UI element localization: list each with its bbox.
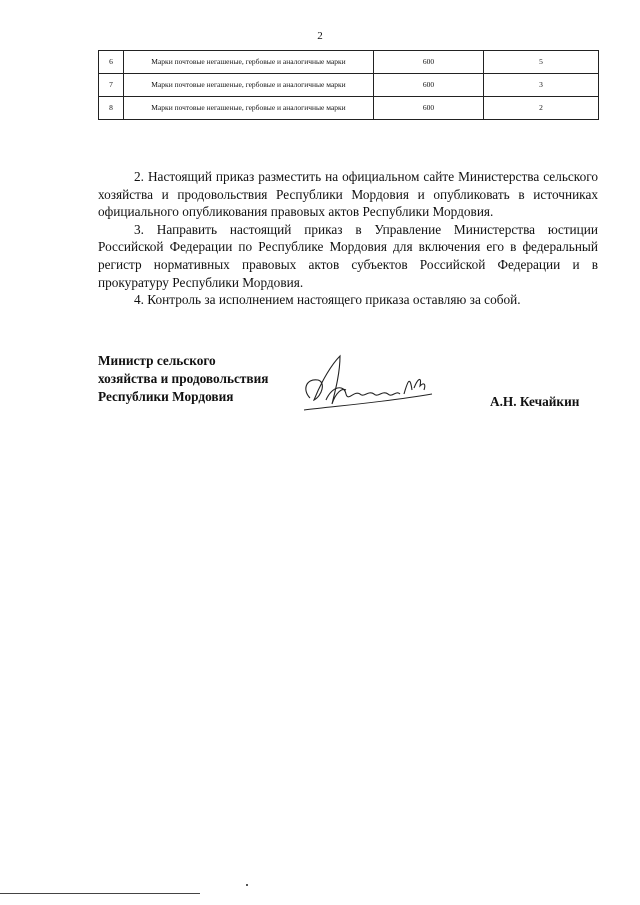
item-name-cell: Марки почтовые негашеные, гербовые и аналогичные марки: [124, 51, 374, 74]
price-cell: 600: [374, 74, 484, 97]
table-row: [99, 97, 599, 120]
handwritten-signature: [296, 350, 436, 420]
paragraph-send-ministry-justice: 3. Направить настоящий приказ в Управление Министерства юстиции Российской Федерации по Республике Мордовия для включения его в федеральный регистр нормативных правовых актов субъектов Российской Федерации и в прокуратуру Республики Мордовия.: [98, 221, 598, 290]
page-number: 2: [317, 30, 323, 42]
signatory-title-line: хозяйства и продовольствия: [98, 371, 269, 386]
order-body: [98, 168, 598, 309]
scan-speck: [246, 884, 248, 886]
price-cell: 600: [374, 51, 484, 74]
price-cell: 600: [374, 97, 484, 120]
quantity-cell: 2: [484, 97, 599, 120]
item-name-cell: Марки почтовые негашеные, гербовые и аналогичные марки: [124, 74, 374, 97]
row-number-cell: 7: [99, 74, 124, 97]
signatory-title: [98, 352, 268, 406]
signatory-title-line: Министр сельского: [98, 353, 216, 368]
items-table: [98, 50, 599, 120]
table-row: [99, 74, 599, 97]
signatory-title-line: Республики Мордовия: [98, 389, 234, 404]
item-name-cell: Марки почтовые негашеные, гербовые и аналогичные марки: [124, 97, 374, 120]
quantity-cell: 5: [484, 51, 599, 74]
row-number-cell: 8: [99, 97, 124, 120]
table-row: [99, 51, 599, 74]
footer-divider: [0, 893, 200, 894]
quantity-cell: 3: [484, 74, 599, 97]
paragraph-control: 4. Контроль за исполнением настоящего приказа оставляю за собой.: [134, 292, 521, 308]
signatory-name: А.Н. Кечайкин: [490, 394, 580, 409]
paragraph-publish: 2. Настоящий приказ разместить на официальном сайте Министерства сельского хозяйства и продовольствия Республики Мордовия и опубликовать в источниках официального опубликования правовых актов Республики Мордовия.: [98, 169, 598, 220]
row-number-cell: 6: [99, 51, 124, 74]
